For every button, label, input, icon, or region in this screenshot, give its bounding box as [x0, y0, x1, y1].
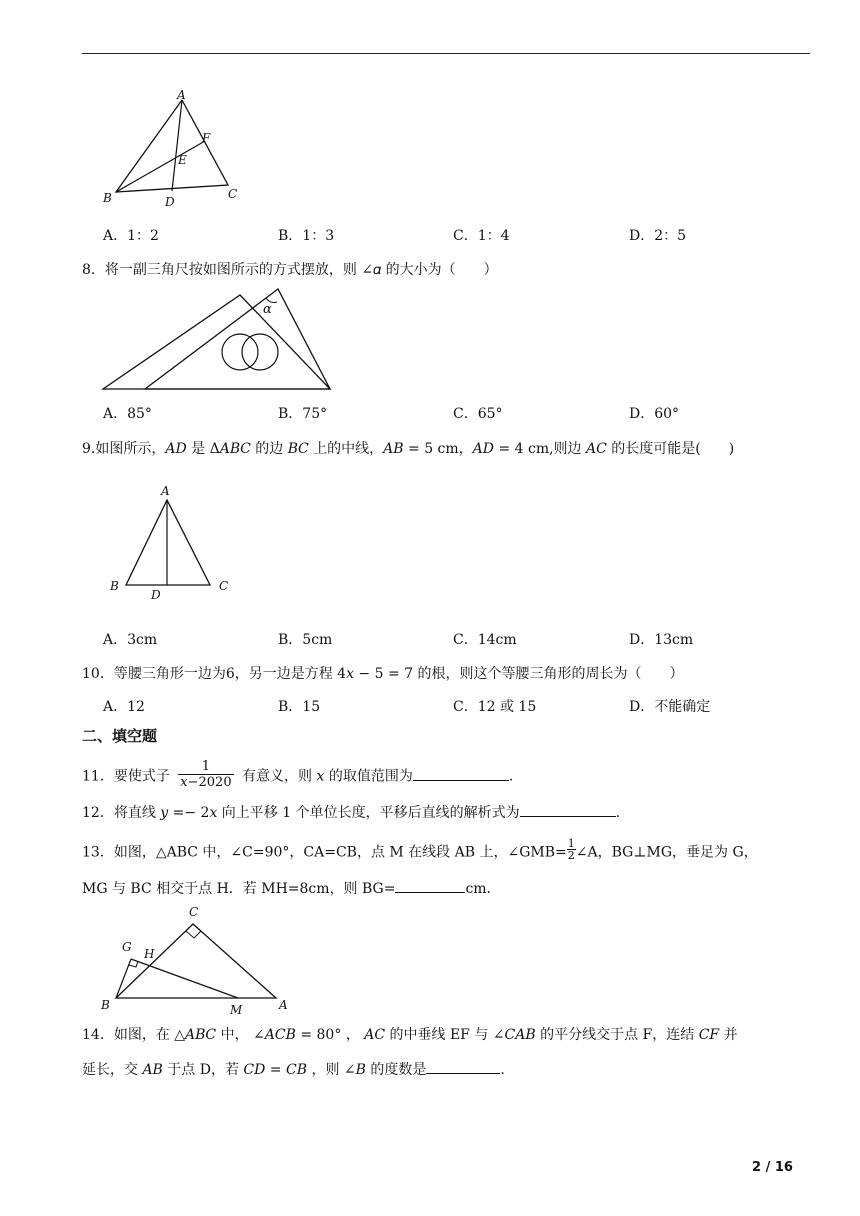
q9-option-b[interactable]: B．5cm	[278, 632, 333, 648]
q13-line1	[82, 837, 758, 864]
q9-triangle-figure	[105, 482, 235, 602]
header-rule	[82, 53, 810, 54]
fig7-label-f: F	[202, 131, 211, 145]
q13-fraction	[567, 838, 576, 861]
q9-option-a[interactable]: A．3cm	[103, 632, 158, 648]
q12-prefix: 12．将直线 𝑦 =− 2𝑥 向上平移 1 个单位长度，平移后直线的解析式为	[82, 805, 520, 821]
fig13-label-m: M	[230, 1003, 243, 1017]
q11-suffix: 有意义，则 𝑥 的取值范围为	[242, 768, 413, 785]
q14-line2	[82, 1059, 505, 1079]
fig13-label-h: H	[144, 947, 155, 961]
fig13-label-a: A	[279, 998, 288, 1012]
q8-option-c[interactable]: C．65°	[453, 406, 503, 422]
q13-fraction-numerator: 1	[567, 837, 575, 850]
q7-option-a[interactable]: A．1：2	[103, 228, 159, 244]
q8-option-b[interactable]: B．75°	[278, 406, 328, 422]
q8-set-squares-figure	[100, 286, 340, 392]
q14-line2-b: .	[500, 1062, 505, 1078]
q7-option-b[interactable]: B．1：3	[278, 228, 335, 244]
q14-answer-blank[interactable]	[426, 1059, 500, 1074]
q10-option-d[interactable]: D．不能确定	[629, 699, 711, 715]
q13-line2-a: MG 与 BC 相交于点 H．若 MH=8cm，则 BG=	[82, 881, 396, 897]
page-number: 2 / 16	[752, 1160, 793, 1175]
q12-text	[82, 802, 620, 822]
q11-text	[82, 761, 513, 792]
q11-fraction-denominator: 𝑥−2020	[180, 775, 232, 790]
section-title-fill-in: 二、填空题	[82, 727, 158, 745]
q10-option-c[interactable]: C．12 或 15	[453, 699, 537, 715]
q9-option-d[interactable]: D．13cm	[629, 632, 694, 648]
fig9-label-b: B	[110, 579, 119, 593]
q13-fraction-denominator: 2	[567, 849, 575, 862]
q10-option-b[interactable]: B．15	[278, 699, 321, 715]
fig7-label-b: B	[103, 191, 112, 205]
q13-line2-b: cm．	[465, 881, 501, 897]
fig13-label-g: G	[122, 940, 132, 954]
q11-fraction-numerator: 1	[178, 759, 233, 775]
q10-text: 10．等腰三角形一边为6，另一边是方程 4𝑥 − 5 = 7 的根，则这个等腰三角形的周长为（ ）	[82, 666, 684, 682]
q9-option-c[interactable]: C．14cm	[453, 632, 517, 648]
fig7-label-d: D	[165, 195, 175, 209]
fig13-label-b: B	[101, 998, 110, 1012]
q13-triangle-figure	[95, 900, 305, 1018]
q12-end: .	[615, 805, 621, 821]
fig7-label-e: E	[178, 153, 187, 167]
fig7-label-c: C	[228, 187, 238, 201]
q8-option-d[interactable]: D．60°	[629, 406, 680, 422]
q8-option-a[interactable]: A．85°	[103, 406, 152, 422]
q9-text: 9.如图所示，𝐴𝐷 是 Δ𝐴𝐵𝐶 的边 𝐵𝐶 上的中线，𝐴𝐵 = 5 cm，𝐴𝐷 = 4 cm,则边 𝐴𝐶 的长度可能是( )	[82, 441, 735, 457]
q14-line1: 14．如图，在 △𝐴𝐵𝐶 中， ∠𝐴𝐶𝐵 = 80° ， 𝐴𝐶 的中垂线 EF 与 ∠𝐶𝐴𝐵 的平分线交于点 F，连结 𝐶𝐹 并	[82, 1027, 738, 1043]
q7-option-c[interactable]: C．1：4	[453, 228, 510, 244]
q13-answer-blank[interactable]	[395, 878, 465, 893]
q11-prefix: 11．要使式子	[82, 768, 170, 785]
fig8-label-alpha: α	[263, 302, 272, 317]
q10-option-a[interactable]: A．12	[103, 699, 145, 715]
fig9-label-a: A	[161, 484, 170, 498]
fig13-label-c: C	[189, 905, 199, 919]
q14-line2-a: 延长，交 𝐴𝐵 于点 D，若 𝐶𝐷 = 𝐶𝐵 ，则 ∠𝐵 的度数是	[82, 1062, 427, 1078]
fig9-label-c: C	[219, 579, 229, 593]
q11-end: .	[508, 768, 514, 785]
q11-answer-blank[interactable]	[413, 766, 509, 781]
q8-text: 8．将一副三角尺按如图所示的方式摆放，则 ∠𝛼 的大小为（ ）	[82, 262, 498, 278]
q13-line1-a: 13．如图，△ABC 中，∠C=90°，CA=CB，点 M 在线段 AB 上，∠GMB=	[82, 844, 567, 861]
q13-line2	[82, 878, 501, 898]
fig7-label-a: A	[177, 88, 186, 102]
q11-fraction	[178, 759, 233, 790]
q7-option-d[interactable]: D．2：5	[629, 228, 687, 244]
q7-triangle-figure	[100, 88, 250, 213]
q12-answer-blank[interactable]	[520, 802, 616, 817]
q13-line1-b: ∠A，BG⊥MG，垂足为 G，	[575, 844, 758, 861]
fig9-label-d: D	[151, 588, 161, 602]
